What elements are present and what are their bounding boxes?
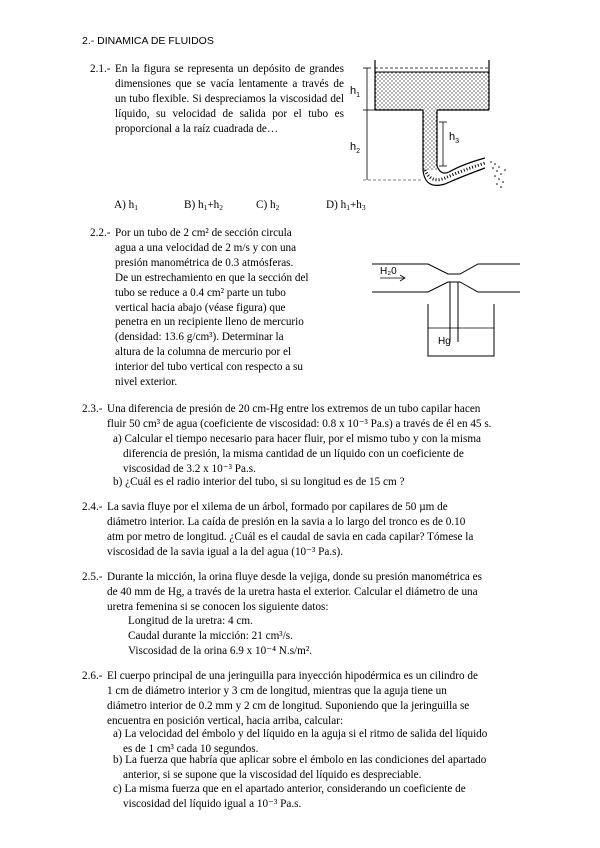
problem-2-2-text: Por un tubo de 2 cm² de sección circula agua a una velocidad de 2 m/s y con una presión manométrica de 0.3 atmósferas. De un estrechamiento en que la sección del tubo se reduce a 0.4 cm² parte un tubo vertical hacia abajo (véase figura) que penetra en un recipiente lleno de mercurio (densidad: 13.6 g/cm³). Determinar la altura de la columna de mercurio por el interior del tubo vertical con respecto a su nivel exterior.: [115, 227, 309, 389]
problem-2-6-part-b: b) La fuerza que habría que aplicar sobre el émbolo en las condiciones del apartado anterior, si se supone que la viscosidad del líquido es despreciable.: [113, 754, 487, 781]
section-heading: 2.- DINAMICA DE FLUIDOS: [82, 35, 214, 47]
water-label: H₂0: [380, 266, 397, 277]
option-d[interactable]: D) $h_1+h_3$: [326, 199, 366, 212]
problem-2-1-options: [0, 198, 600, 214]
h3-label: $h_3$: [449, 131, 460, 145]
problem-2-3-text: Una diferencia de presión de 20 cm-Hg entre los extremos de un tubo capilar hacen fluir 50 cm³ de agua (coeficiente de viscosidad: 0.8 x 10⁻³ Pa.s) a través de él en 45 s.: [107, 403, 492, 430]
problem-2-1-text: En la figura se representa un depósito de grandes dimensiones que se vacía lentamente a través de un tubo flexible. Si despreciamos la viscosidad del líquido, su velocidad de salida por el tubo es proporcional a la raíz cuadrada de…: [115, 63, 344, 135]
problem-2-6-part-c: c) La misma fuerza que en el apartado anterior, considerando un coeficiente de viscosidad del líquido igual a 10⁻³ Pa.s.: [113, 783, 466, 810]
problem-2-1-number: 2.1.-: [90, 63, 111, 75]
problem-2-6-text: El cuerpo principal de una jeringuilla para inyección hipodérmica es un cilindro de 1 cm de diámetro interior y 3 cm de longitud, mientras que la aguja tiene un diámetro interior de 0.2 mm y 2 cm de longitud. Suponiendo que la jeringuilla se encuentra en posición vertical, hacia arriba, calcular:: [107, 670, 478, 727]
problem-2-2-number: 2.2.-: [90, 227, 111, 239]
problem-2-6-number: 2.6.-: [82, 670, 103, 682]
problem-2-3-part-a: a) Calcular el tiempo necesario para hacer fluir, por el mismo tubo y con la misma diferencia de presión, la misma cantidad de un líquido con un coeficiente de viscosidad de 3.2 x 10⁻³ Pa.s.: [113, 433, 481, 475]
venturi-diagram: [370, 248, 530, 363]
mercury-label: Hg: [438, 336, 451, 347]
problem-2-4-number: 2.4.-: [82, 501, 103, 513]
option-a[interactable]: A) $h_1$: [114, 199, 138, 212]
h2-label: $h_2$: [350, 141, 361, 155]
problem-2-3-part-b: b) ¿Cuál es el radio interior del tubo, si su longitud es de 15 cm ?: [113, 476, 405, 488]
problem-2-5-text: Durante la micción, la orina fluye desde la vejiga, donde su presión manométrica es de 40 mm de Hg, a través de la uretra hasta el exterior. Calcular el diámetro de una uretra femenina si se conocen los siguiente datos:: [107, 571, 482, 613]
problem-2-4-text: La savia fluye por el xilema de un árbol, formado por capilares de 50 µm de diámetro interior. La caída de presión en la savia a lo largo del tronco es de 0.10 atm por metro de longitud. ¿Cuál es el caudal de savia en cada capilar? Tómese la viscosidad de la savia igual a la del agua (10⁻³ Pa.s).: [107, 501, 474, 558]
option-b[interactable]: B) $h_1+h_2$: [184, 199, 223, 212]
problem-2-3-number: 2.3.-: [82, 403, 103, 415]
problem-2-5-number: 2.5.-: [82, 571, 103, 583]
problem-2-6-part-a: a) La velocidad del émbolo y del líquido en la aguja si el ritmo de salida del líquido es de 1 cm³ cada 10 segundos.: [113, 728, 488, 755]
option-c[interactable]: C) $h_2$: [256, 199, 280, 212]
problem-2-5-data: Longitud de la uretra: 4 cm. Caudal durante la micción: 21 cm³/s. Viscosidad de la orina 6.9 x 10⁻⁴ N.s/m².: [128, 615, 313, 657]
tank-diagram: [345, 58, 515, 198]
h1-label: $h_1$: [350, 85, 361, 99]
